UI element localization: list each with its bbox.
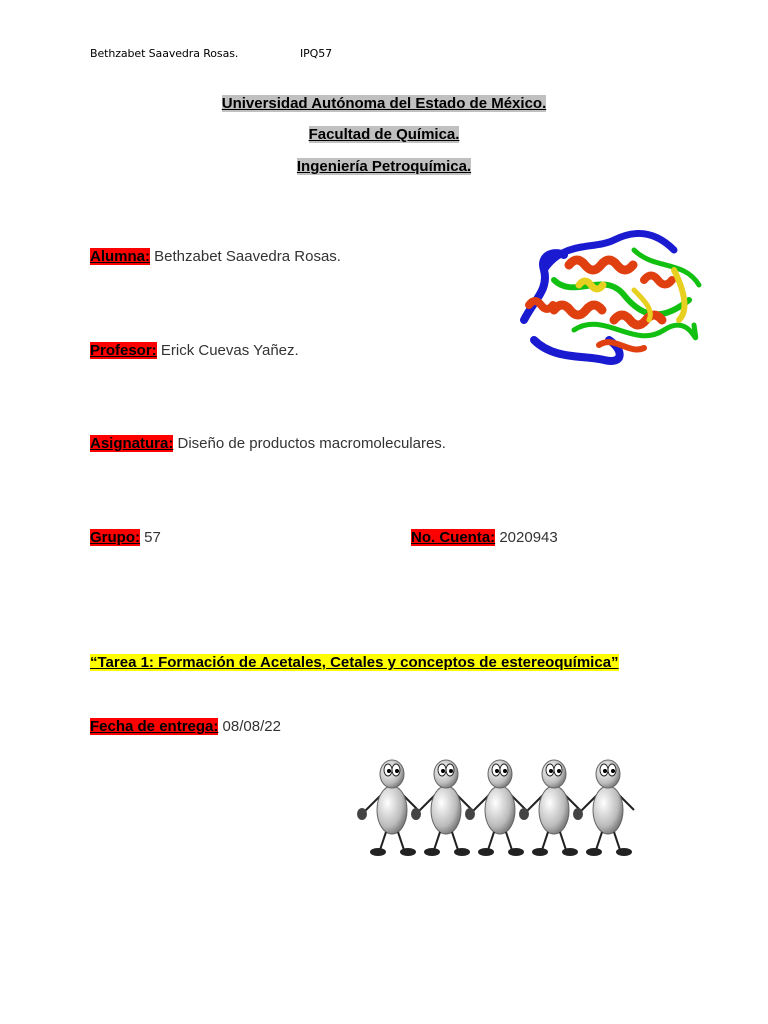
field-fecha — [90, 718, 281, 735]
cuenta-value: 2020943 — [495, 529, 558, 546]
fecha-value: 08/08/22 — [218, 718, 281, 735]
field-alumna — [90, 248, 341, 265]
grupo-value: 57 — [140, 529, 161, 546]
university-title — [0, 95, 768, 112]
assignment-title-text: “Tarea 1: Formación de Acetales, Cetales y conceptos de estereoquímica” — [90, 654, 619, 671]
alumna-label: Alumna: — [90, 248, 150, 265]
assignment-title — [90, 654, 619, 671]
profesor-value: Erick Cuevas Yañez. — [156, 342, 299, 359]
page-header — [90, 47, 333, 60]
cartoon-molecules-image — [356, 752, 640, 862]
header-author: Bethzabet Saavedra Rosas. — [90, 47, 239, 60]
faculty-title — [0, 126, 768, 143]
field-profesor — [90, 342, 299, 359]
profesor-label: Profesor: — [90, 342, 157, 359]
grupo-label: Grupo: — [90, 529, 140, 546]
cuenta-label: No. Cuenta: — [411, 529, 496, 546]
asignatura-value: Diseño de productos macromoleculares. — [173, 435, 446, 452]
asignatura-label: Asignatura: — [90, 435, 174, 452]
university-title-text: Universidad Autónoma del Estado de México. — [221, 95, 547, 112]
fecha-label: Fecha de entrega: — [90, 718, 219, 735]
protein-ribbon-image — [514, 210, 706, 390]
alumna-value: Bethzabet Saavedra Rosas. — [150, 248, 341, 265]
field-cuenta — [411, 529, 558, 546]
header-code: IPQ57 — [300, 47, 333, 60]
field-grupo — [90, 529, 161, 546]
program-title-text: Ingeniería Petroquímica. — [296, 158, 472, 175]
faculty-title-text: Facultad de Química. — [308, 126, 460, 143]
field-asignatura — [90, 435, 446, 452]
program-title — [0, 158, 768, 175]
